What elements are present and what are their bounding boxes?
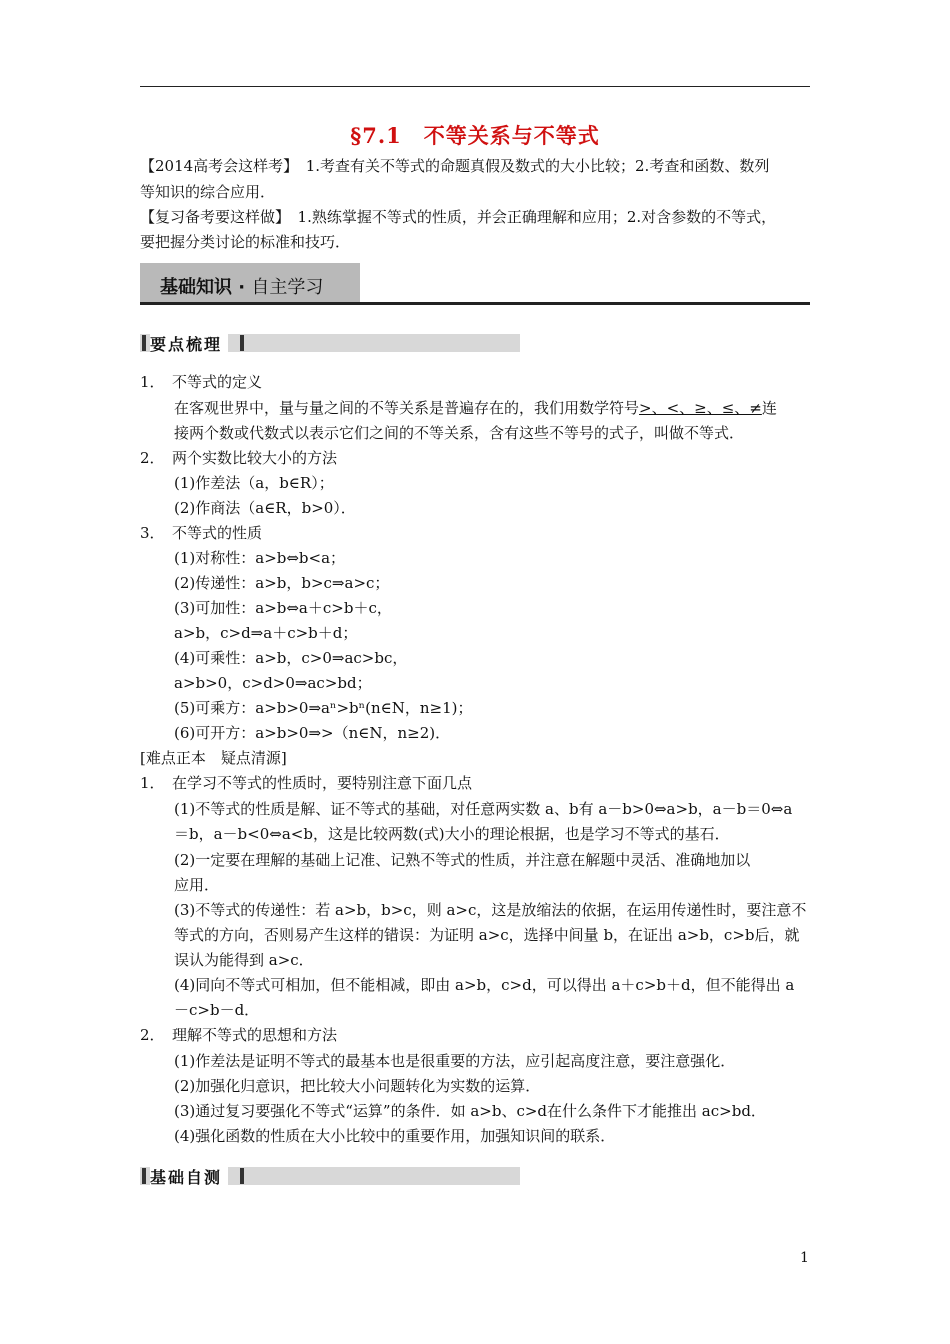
point-2-line-2: (2)作商法（a∈R，b>0）． bbox=[174, 499, 356, 517]
band-rule bbox=[140, 302, 810, 305]
section-label: 基础自测 bbox=[150, 1165, 228, 1188]
difficult-2-line-1: (1)作差法是证明不等式的最基本也是很重要的方法，应引起高度注意，要注意强化． bbox=[174, 1052, 736, 1070]
band-main: 基础知识 bbox=[160, 277, 232, 298]
point-1-line-1 bbox=[174, 396, 777, 420]
difficult-1-line-2: ＝b，a－b<0⇔a<b，这是比较两数(式)大小的理论根据，也是学习不等式的基石． bbox=[174, 825, 730, 843]
band-sub: 自主学习 bbox=[251, 277, 324, 298]
section-key-points bbox=[140, 334, 520, 352]
p1-end: 连 bbox=[761, 399, 777, 417]
point-3-title: 3． 不等式的性质 bbox=[140, 524, 263, 542]
section-self-test bbox=[140, 1167, 520, 1185]
point-3-line-5: (4)可乘性：a>b，c>0⇒ac>bc， bbox=[174, 649, 408, 667]
point-2-line-1: (1)作差法（a，b∈R）； bbox=[174, 474, 334, 492]
difficult-1-title: 1． 在学习不等式的性质时，要特别注意下面几点 bbox=[140, 774, 473, 792]
header-rule bbox=[140, 86, 810, 87]
section-bar-right bbox=[240, 335, 244, 351]
difficult-1-line-6: 等式的方向，否则易产生这样的错误：为证明 a>c，选择中间量 b，在证出 a>b，c>b后，就 bbox=[174, 926, 800, 944]
difficult-2-title: 2． 理解不等式的思想和方法 bbox=[140, 1026, 338, 1044]
band-title bbox=[160, 273, 323, 299]
point-3-line-7: (5)可乘方：a>b>0⇒aⁿ>bⁿ(n∈N，n≥1)； bbox=[174, 699, 473, 717]
exam-line-2: 等知识的综合应用． bbox=[140, 183, 276, 201]
point-3-line-6: a>b>0，c>d>0⇒ac>bd； bbox=[174, 674, 372, 692]
point-3-line-8: (6)可开方：a>b>0⇒>（n∈N，n≥2)． bbox=[174, 724, 451, 742]
difficult-1-line-3: (2)一定要在理解的基础上记准、记熟不等式的性质，并注意在解题中灵活、准确地加以 bbox=[174, 851, 751, 869]
section-band bbox=[140, 263, 810, 305]
section-bar-right bbox=[240, 1168, 244, 1184]
difficult-header: [难点正本 疑点清源] bbox=[140, 749, 287, 767]
difficult-1-line-1: (1)不等式的性质是解、证不等式的基础，对任意两实数 a、b有 a－b>0⇔a>b，a－b＝0⇔a bbox=[174, 800, 793, 818]
p1-symbols: >、<、≥、≤、≠ bbox=[639, 399, 762, 417]
review-line-1 bbox=[140, 205, 776, 229]
review-text-1: 1.熟练掌握不等式的性质，并会正确理解和应用；2.对含参数的不等式， bbox=[297, 208, 777, 226]
point-3-line-1: (1)对称性：a>b⇔b<a； bbox=[174, 549, 346, 567]
point-1-title: 1． 不等式的定义 bbox=[140, 373, 263, 391]
difficult-2-line-3: (3)通过复习要强化不等式“运算”的条件．如 a>b、c>d在什么条件下才能推出 ac>bd． bbox=[174, 1102, 766, 1120]
point-3-line-2: (2)传递性：a>b，b>c⇒a>c； bbox=[174, 574, 390, 592]
difficult-1-line-4: 应用． bbox=[174, 876, 220, 894]
difficult-2-line-4: (4)强化函数的性质在大小比较中的重要作用，加强知识间的联系． bbox=[174, 1127, 616, 1145]
p1-text: 在客观世界中，量与量之间的不等关系是普遍存在的，我们用数学符号 bbox=[174, 399, 640, 417]
point-3-line-3: (3)可加性：a>b⇔a＋c>b＋c， bbox=[174, 599, 392, 617]
review-line-2: 要把握分类讨论的标准和技巧． bbox=[140, 233, 351, 251]
point-2-title: 2． 两个实数比较大小的方法 bbox=[140, 449, 338, 467]
difficult-1-line-7: 误认为能得到 a>c． bbox=[174, 951, 314, 969]
difficult-1-line-5: (3)不等式的传递性：若 a>b，b>c，则 a>c，这是放缩法的依据，在运用传递性时，要注意不 bbox=[174, 901, 807, 919]
difficult-2-line-2: (2)加强化归意识，把比较大小问题转化为实数的运算． bbox=[174, 1077, 541, 1095]
exam-tag: 【2014高考会这样考】 bbox=[140, 157, 291, 175]
exam-line-1 bbox=[140, 154, 769, 178]
difficult-1-line-8: (4)同向不等式可相加，但不能相减，即由 a>b，c>d，可以得出 a＋c>b＋d，但不能得出 a bbox=[174, 976, 795, 994]
page-title: §7.1 不等关系与不等式 bbox=[350, 123, 600, 148]
exam-text-1: 1.考查有关不等式的命题真假及数式的大小比较；2.考查和函数、数列 bbox=[305, 157, 770, 175]
point-3-line-4: a>b，c>d⇒a＋c>b＋d； bbox=[174, 624, 358, 642]
difficult-1-line-9: －c>b－d． bbox=[174, 1001, 260, 1019]
section-label: 要点梳理 bbox=[150, 332, 228, 355]
review-tag: 【复习备考要这样做】 bbox=[140, 208, 283, 226]
section-bar-left bbox=[142, 335, 146, 351]
point-1-line-2: 接两个数或代数式以表示它们之间的不等关系，含有这些不等号的式子，叫做不等式． bbox=[174, 424, 745, 442]
page-number: 1 bbox=[800, 1250, 809, 1266]
band-sep: · bbox=[232, 277, 252, 298]
section-bar-left bbox=[142, 1168, 146, 1184]
